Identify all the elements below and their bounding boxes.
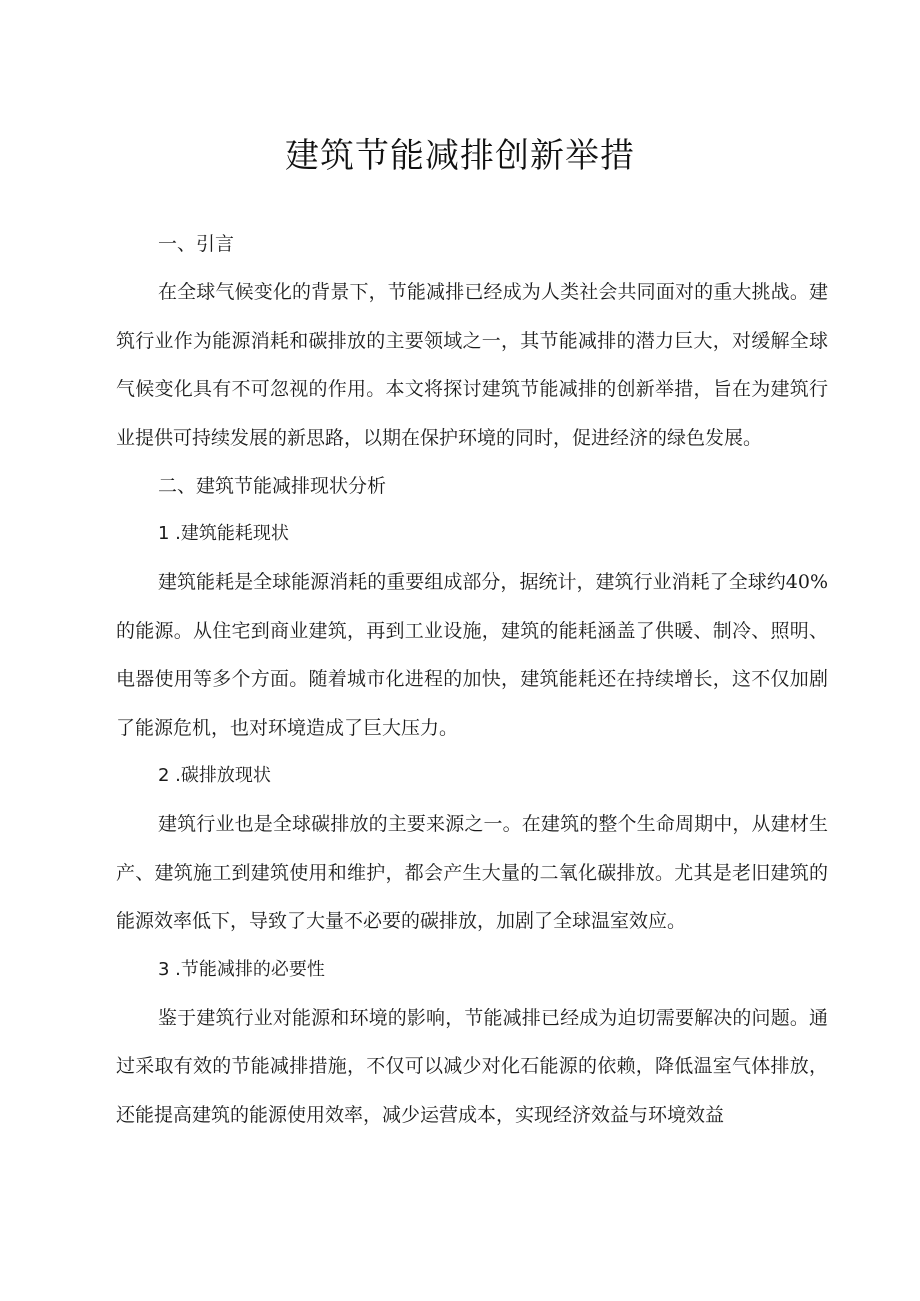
paragraph-carbon: 建筑行业也是全球碳排放的主要来源之一。在建筑的整个生命周期中，从建材生产、建筑施工到建筑使用和维护，都会产生大量的二氧化碳排放。尤其是老旧建筑的能源效率低下，导致了大量不必要的碳排放，加剧了全球温室效应。 (116, 813, 828, 932)
section-heading-status: 二、建筑节能减排现状分析 (158, 475, 387, 497)
paragraph-necessity: 鉴于建筑行业对能源和环境的影响，节能减排已经成为迫切需要解决的问题。通过采取有效的节能减排措施，不仅可以减少对化石能源的依赖，降低温室气体排放，还能提高建筑的能源使用效率，减少运营成本，实现经济效益与环境效益 (116, 1006, 828, 1126)
subsection-heading-carbon: 2 .碳排放现状 (158, 765, 271, 786)
subsection-heading-energy: 1 .建筑能耗现状 (158, 523, 289, 544)
document-body (116, 220, 828, 1139)
subsection-heading-necessity: 3 .节能减排的必要性 (158, 958, 325, 980)
paragraph-energy: 建筑能耗是全球能源消耗的重要组成部分，据统计，建筑行业消耗了全球约40%的能源。从住宅到商业建筑，再到工业设施，建筑的能耗涵盖了供暖、制冷、照明、电器使用等多个方面。随着城市化进程的加快，建筑能耗还在持续增长，这不仅加剧了能源危机，也对环境造成了巨大压力。 (116, 571, 828, 739)
document-title: 建筑节能减排创新举措 (285, 136, 635, 176)
section-heading-intro: 一、引言 (158, 233, 235, 255)
paragraph-intro: 在全球气候变化的背景下，节能减排已经成为人类社会共同面对的重大挑战。建筑行业作为能源消耗和碳排放的主要领域之一，其节能减排的潜力巨大，对缓解全球气候变化具有不可忽视的作用。本文将探讨建筑节能减排的创新举措，旨在为建筑行业提供可持续发展的新思路，以期在保护环境的同时，促进经济的绿色发展。 (116, 281, 828, 449)
